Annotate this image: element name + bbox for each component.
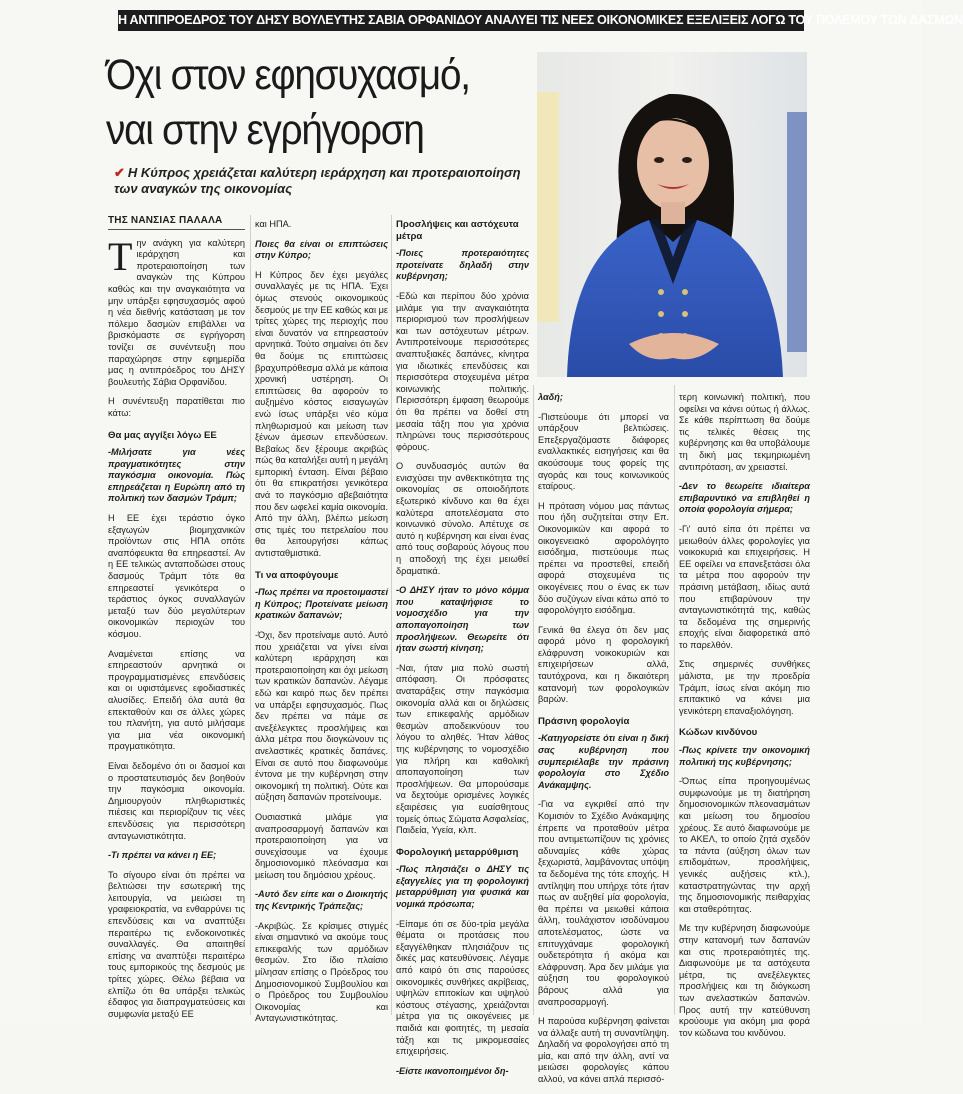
question: λαδή; xyxy=(538,392,563,402)
section-heading: Φορολογική μεταρρύθμιση xyxy=(396,846,519,858)
subheadline-text: Η Κύπρος χρειάζεται καλύτερη ιεράρχηση και προτεραιοποίηση των αναγκών της οικονομίας xyxy=(114,165,521,196)
drop-cap: Τ xyxy=(108,233,133,279)
answer: -Όπως είπα προηγουμένως συμφωνούμε με τη διατήρηση δημοσιονομικών πλεονασμάτων και μείωση του δημοσίου χρέους. Σε αυτό διαφωνούμε με το ΑΚΕΛ, το οποίο ζητά σχεδόν τα πάντα (αύξηση όλων των επιδομάτων, προσλήψεις, γενικές αυξήσεις κτλ.), καταστρατηγώντας την αρχή της δημοσιονομικής πειθαρχίας και σταθερότητας. xyxy=(679,776,810,914)
answer: Είναι δεδομένο ότι οι δασμοί και ο προστατευτισμός δεν βοηθούν την παγκόσμια οικονομία. Δημιουργούν πληθωριστικές πιέσεις και περιορίζουν τις νέες επενδύσεις για περισσότερη ανταγωνιστικότητα. xyxy=(108,760,245,841)
question: -Πως πλησιάζει ο ΔΗΣΥ τις εξαγγελίες για τη φορολογική μεταρρύθμιση για φυσικά και νομικά πρόσωπα; xyxy=(396,864,529,910)
portrait-illustration xyxy=(537,52,807,377)
answer: Η Κύπρος δεν έχει μεγάλες συναλλαγές με τις ΗΠΑ. Έχει όμως στενούς οικονομικούς δεσμούς με την ΕΕ καθώς και με τρίτες χώρες της περιοχής που είναι δυνατόν να επηρεαστούν αρνητικά. Τούτο σημαίνει ότι δεν θα δούμε τις επιπτώσεις βραχυπρόθεσμα αλλά με κάποια χρονική υστέρηση. Οι επιπτώσεις θα αφορούν το αυξημένο κόστος εισαγωγών ενώ ίσως υπάρξει νέο κύμα πληθωρισμού και μείωση των ξένων άμεσων επενδύσεων. Βεβαίως δεν ξέρουμε ακριβώς πώς θα καταλήξει αυτή η μεγάλη εμπορική ένταση. Είναι βέβαιο ότι θα επικρατήσει γενικότερα ανά το παγκόσμιο αβεβαιότητα που δεν ωφελεί καμία οικονομία. Από την άλλη, βλέπω μείωση στις τιμές του πετρελαίου που θα λειτουργήσει κάπως αντισταθμιστικά. xyxy=(255,269,389,559)
question: -Κατηγορείστε ότι είναι η δική σας κυβέρνηση που συμπεριέλαβε την πράσινη φορολογία στο Σχέδιο Ανάκαμψης. xyxy=(538,733,669,790)
question: Ποιες θα είναι οι επιπτώσεις στην Κύπρο; xyxy=(255,238,388,261)
section-heading: Θα μας αγγίξει λόγω ΕΕ xyxy=(108,429,217,441)
subheadline xyxy=(114,165,524,197)
answer: Στις σημερινές συνθήκες μάλιστα, με την προεδρία Τράμπ, ίσως είναι ακόμη πιο επιτακτικό να κάνει μια γενικότερη επαναξιολόγηση. xyxy=(679,659,810,716)
headline-line-1: Όχι στον εφησυχασμό, xyxy=(106,51,470,99)
section-heading: Προσλήψεις και αστόχευτα μέτρα xyxy=(396,219,519,242)
answer: Η παρούσα κυβέρνηση φαίνεται να άλλαξε αυτή τη συναντίληψη. Δηλαδή να φορολογήσει από τη μία, και από την άλλη, αντί να μειώσει φορολογίες κάπου αλλού, να κάνει απλά περισσό- xyxy=(538,1016,669,1085)
answer: -Όχι, δεν προτείναμε αυτό. Αυτό που χρειάζεται να γίνει είναι καλύτερη ιεράρχηση και προτεραιοποίηση και όχι μείωση των κρατικών δαπανών. Λέγαμε εδώ και καιρό πως δεν πρέπει να υπάρξει εφησυχασμός. Πως δεν πρέπει να πάμε σε ανεξέλεγκτες προσλήψεις και άλλα μέτρα που διογκώνουν τις ανελαστικές κρατικές δαπάνες. Είναι σε αυτό που διαφωνούμε έντονα με την κυβέρνηση στην οικονομική τη πολιτική. Ούτε και αύξηση δαπανών προτείνουμε. xyxy=(255,630,388,803)
answer: Αναμένεται επίσης να επηρεαστούν αρνητικά οι προγραμματισμένες επενδύσεις και οι υφιστάμενες εφοδιαστικές αλυσίδες. Επειδή όλα αυτά θα επεκταθούν και σε άλλες χώρες του πλανήτη, για αυτό μιλήσαμε για μια νέα οικονομική πραγματικότητα. xyxy=(108,648,245,752)
answer: Η ΕΕ έχει τεράστιο όγκο εξαγωγών βιομηχανικών προϊόντων στις ΗΠΑ οπότε αναπόφευκτα θα επηρεαστεί. Αν η ΕΕ τελικώς ανταποδώσει στους δασμούς Τράμπ τότε θα επηρεαστεί γενικότερα ο τεράστιος όγκος συναλλαγών μεταξύ των δύο μεγαλύτερων οικονομικών περιοχών του κόσμου. xyxy=(108,513,245,639)
answer: -Ναι, ήταν μια πολύ σωστή απόφαση. Οι πρόσφατες αναταράξεις στην παγκόσμια οικονομία αλλά και οι δηλώσεις των επικεφαλής αρμόδιων θεσμών αποδεικνύουν του λόγου το αληθές. Ήταν λάθος της κυβέρνησης το νομοσχέδιο για πλήρη και καθολική αποπαγοποίηση των προσλήψεων. Θα μπορούσαμε να δεχτούμε ορισμένες λογικές εξαιρέσεις για ευαίσθητους τομείς όπως Σώματα Ασφαλείας, Παιδεία, Υγεία, κλπ. xyxy=(396,662,529,836)
portrait-photo xyxy=(537,52,807,377)
answer: -Πιστεύουμε ότι μπορεί να υπάρξουν βελτιώσεις. Επεξεργαζόμαστε διάφορες εναλλακτικές εισηγήσεις και θα ακούσουμε τους φορείς της αγοράς και τους κοινωνικούς εταίρους. xyxy=(538,411,669,492)
article-column-2 xyxy=(255,219,388,1033)
flag-right xyxy=(787,112,807,352)
section-heading: Πράσινη φορολογία xyxy=(538,715,630,727)
question: -Πως κρίνετε την οικονομική πολιτική της κυβέρνησης; xyxy=(679,745,810,767)
column-divider xyxy=(533,385,534,1015)
question: -Δεν το θεωρείτε ιδιαίτερα επιβαρυντικό να επιβληθεί η οποία φορολογία σήμερα; xyxy=(679,481,810,515)
question: -Ποιες προτεραιότητες προτείνατε δηλαδή στην κυβέρνηση; xyxy=(396,248,529,282)
question: -Πως πρέπει να προετοιμαστεί η Κύπρος; Προτείνατε μείωση κρατικών δαπανών; xyxy=(255,587,388,621)
question: -Μιλήσατε για νέες πραγματικότητες στην παγκόσμια οικονομία. Πώς επηρεάζεται η Ευρώπη από τη πολιτική των δασμών Τράμπ; xyxy=(108,447,245,504)
column-divider xyxy=(391,215,392,1015)
neck xyxy=(661,202,685,224)
question: -Ο ΔΗΣΥ ήταν το μόνο κόμμα που καταψήφισε το νομοσχέδιο για την αποπαγοποίηση των προσλήψεων. Θεωρείτε ότι ήταν σωστή κίνηση; xyxy=(396,585,529,654)
answer: Ουσιαστικά μιλάμε για αναπροσαρμογή δαπανών και προτεραιοποίηση για να συνεχίσουμε να έχουμε δημοσιονομικό πλεόνασμα και μείωση του δημόσιου χρέους. xyxy=(255,811,388,880)
answer: Γενικά θα έλεγα ότι δεν μας αφορά μόνο η φορολογική ελάφρυνση νοικοκυριών και επιχειρήσεων αλλά, ταυτόχρονα, και η δικαιότερη κατανομή των φορολογικών βαρών. xyxy=(538,624,669,705)
question: -Είστε ικανοποιημένοι δη- xyxy=(396,1065,509,1076)
intro-paragraph: Την ανάγκη για καλύτερη ιεράρχηση και προτεραιοποίηση των αναγκών της Κύπρου καθώς και την αναγκαιότητα να μην υπάρξει εφησυχασμός αφού η νέα διεθνής κατάσταση με τον πόλεμο δασμών επιβάλλει να βρισκόμαστε σε εγρήγορση τονίζει σε συνέντευξη που παραχώρησε στην εφημερίδα μας η αντιπρόεδρος του ΔΗΣΥ βουλευτής Σάβια Ορφανίδου. xyxy=(108,233,245,387)
paragraph: Η συνέντευξη παρατίθεται πιο κάτω: xyxy=(108,396,245,418)
column-divider xyxy=(674,385,675,1015)
byline: ΤΗΣ ΝΑΝΣΙΑΣ ΠΑΛΑΛΑ xyxy=(108,215,245,230)
answer: Το σίγουρο είναι ότι πρέπει να βελτιώσει την εσωτερική της λειτουργία, να μειώσει τη γραφειοκρατία, να ενθαρρύνει τις επενδύσεις και να αναπτύξει περαιτέρω τις ενδοκοινοτικές συναλλαγές. Θα απαιτηθεί επίσης να αναπτύξει περαιτέρω τους εμπορικούς της δεσμούς με τρίτες χώρες. Θέλω βέβαια να ελπίζω ότι θα υπάρξει τελικώς έδαφος για διαπραγματεύσεις και συμφωνία μεταξύ ΕΕ xyxy=(108,869,245,1019)
section-heading: Τι να αποφύγουμε xyxy=(255,569,339,581)
answer: -Γι' αυτό είπα ότι πρέπει να μειωθούν άλλες φορολογίες για νοικοκυριά και επιχειρήσεις. Η ΕΕ οφείλει να επανεξετάσει όλα τα μέτρα που αφορούν την πράσινη μετάβαση, ιδίως αυτά που επιβαρύνουν την ανταγωνιστικότητά της, καθώς τα δεδομένα της σημερινής εποχής είναι διαφορετικά από το παρελθόν. xyxy=(679,523,810,650)
answer: Ο συνδυασμός αυτών θα ενισχύσει την ανθεκτικότητα της οικονομίας σε οποιοδήποτε εξωτερικό κίνδυνο και θα έχει καλύτερα αποτελέσματα στο κοινωνικό σύνολο. Απέτυχε σε αυτό η κυβέρνηση και είναι ένας από τους σοβαρούς λόγους που η αποδοχή της έχει μειωθεί δραματικά. xyxy=(396,461,529,576)
answer: Με την κυβέρνηση διαφωνούμε στην κατανομή των δαπανών και στις προτεραιότητές της. Διαφωνούμε με τα αστόχευτα μέτρα, τις ανεξέλεγκτες προσλήψεις και τη διόγκωση των ανελαστικών δαπανών. Προς αυτή την κατεύθυνση κρούουμε για ακόμη μια φορά τον κώδωνα του κινδύνου. xyxy=(679,923,810,1038)
answer: τερη κοινωνική πολιτική, που οφείλει να κάνει ούτως ή άλλως. Σε κάθε περίπτωση θα δούμε τις τελικές θέσεις της κυβέρνησης και θα υποβάλουμε τη δική μας τεκμηριωμένη αντιπρόταση, αν χρειαστεί. xyxy=(679,392,810,472)
check-mark-icon: ✔ xyxy=(114,165,125,180)
article-column-1 xyxy=(108,215,245,1028)
face xyxy=(637,118,709,210)
flag-left xyxy=(537,92,559,322)
article-column-5 xyxy=(679,392,810,1047)
answer: -Ακριβώς. Σε κρίσιμες στιγμές είναι σημαντικό να ακούμε τους επικεφαλής των αρμόδιων θεσμών. Στο ίδιο πλαίσιο μίλησαν επίσης ο Πρόεδρος του Δημοσιονομικού Συμβουλίου και ο Πρόεδρος του Συμβουλίου Οικονομίας και Ανταγωνιστικότητας. xyxy=(255,920,388,1024)
kicker-banner: Η ΑΝΤΙΠΡΟΕΔΡΟΣ ΤΟΥ ΔΗΣΥ ΒΟΥΛΕΥΤΗΣ ΣΑΒΙΑ ΟΡΦΑΝΙΔΟΥ ΑΝΑΛΥΕΙ ΤΙΣ ΝΕΕΣ ΟΙΚΟΝΟΜΙΚΕΣ ΕΞΕΛΙΞΕΙΣ ΛΟΓΩ ΤΟΥ ΠΟΛΕΜΟΥ ΤΩΝ ΔΑΣΜΩΝ xyxy=(118,10,804,31)
question: -Αυτό δεν είπε και ο Διοικητής της Κεντρικής Τράπεζας; xyxy=(255,889,388,912)
answer: Η πρόταση νόμου μας πάντως που ήδη συζητείται στην Επ. Οικονομικών και αφορά το οικογενειακό αφορολόγητο εισόδημα, πιστεύουμε πως πρέπει να προστεθεί, επειδή αφορά στοχευμένα τις οικογένειες που ο ένας εκ των δύο συζύγων είναι κάτω από το αφορολόγητο εισόδημα. xyxy=(538,500,669,616)
answer: -Είπαμε ότι σε δύο-τρία μεγάλα θέματα οι προτάσεις που εξαγγέλθηκαν πλησιάζουν τις δικές μας κατευθύνσεις. Λέγαμε από καιρό ότι στις παρούσες οικονομικές συνθήκες ακρίβειας, υψηλών επιτοκίων και υψηλού κόστους στέγασης, χρειάζονται μέτρα για τις οικογένειες με παιδιά και φοιτητές, τη μεσαία τάξη και τις μικρομεσαίες επιχειρήσεις. xyxy=(396,918,529,1057)
article-column-4 xyxy=(538,392,669,1094)
article-column-3 xyxy=(396,219,529,1085)
headline xyxy=(106,48,493,158)
column-divider xyxy=(250,215,251,1015)
paragraph: και ΗΠΑ. xyxy=(255,219,292,229)
answer: -Εδώ και περίπου δύο χρόνια μιλάμε για την αναγκαιότητα περιορισμού των προσλήψεων και των αστόχευτων μέτρων. Αντιπροτείνουμε περισσότερες αναπτυξιακές δαπάνες, κίνητρα για ιδιωτικές επενδύσεις και περισσότερα στοχευμένα μέτρα κοινωνικής πολιτικής. Περισσότερη έμφαση θεωρούμε ότι θα πρέπει να δοθεί στη μεσαία τάξη που για χρόνια πληρώνει τους περισσότερους φόρους. xyxy=(396,290,529,452)
section-heading: Κώδων κινδύνου xyxy=(679,727,758,739)
headline-line-2: ναι στην εγρήγορση xyxy=(106,106,424,154)
question: -Τι πρέπει να κάνει η ΕΕ; xyxy=(108,850,217,861)
answer: -Για να εγκριθεί από την Κομισιόν το Σχέδιο Ανάκαμψης έπρεπε να προταθούν μέτρα που αντιμετωπίζουν τις χρόνιες αδυναμίες κάθε χώρας ξεχωριστά, λαμβάνοντας υπόψη τα δεδομένα της τότε εποχής. Η αντίληψη που υπήρχε τότε ήταν πως αν αυξηθεί μία φορολογία, θα πρέπει να μειωθεί κάποια άλλη, τουλάχιστον ισοδύναμου αποτελέσματος, ώστε να επιτυγχάναμε φορολογική ουδετερότητα ή ακόμα και ελάφρυνση. Άρα δεν μιλάμε για αύξηση του φορολογικού βάρους αλλά για αναπροσαρμογή. xyxy=(538,799,669,1007)
